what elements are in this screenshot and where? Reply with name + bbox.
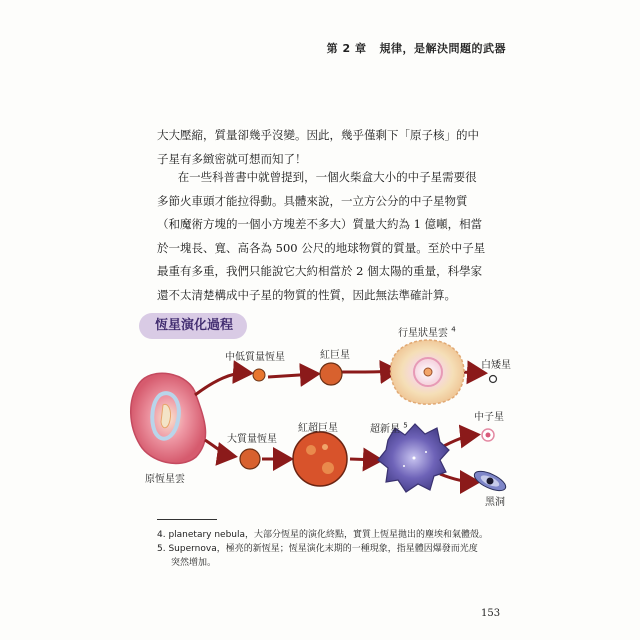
chapter-title: 規律，是解決問題的武器 — [379, 42, 506, 55]
label-massive-star: 大質量恆星 — [227, 434, 277, 445]
label-supernova — [370, 420, 408, 435]
footnote-4: 4. planetary nebula，大部分恆星的演化終點，實質上恆星拋出的塵埃和氣體殼。 — [157, 530, 489, 540]
planetary-nebula-illustration — [391, 340, 464, 404]
arrow-red-giant-to-planetary-nebula — [342, 371, 395, 372]
footnotes — [157, 528, 497, 570]
footnote-ref-4: 4 — [451, 325, 456, 334]
neutron-star-illustration — [482, 429, 494, 441]
footnote-ref-5: 5 — [403, 421, 408, 430]
label-planetary-nebula — [398, 324, 456, 339]
red-supergiant-illustration — [293, 432, 347, 486]
label-low-mass-star: 中低質量恆星 — [225, 352, 285, 363]
label-neutron-star: 中子星 — [474, 412, 504, 423]
label-supernova-text: 超新星 — [370, 424, 400, 435]
white-dwarf-illustration — [490, 376, 497, 383]
protostar-nebula-illustration — [131, 373, 206, 463]
footnote-divider — [157, 519, 217, 520]
arrow-supernova-to-black-hole — [440, 474, 475, 482]
paragraph-1-text: 大大壓縮，質量卻幾乎沒變。因此，幾乎僅剩下「原子核」的中子星有多緻密就可想而知了！ — [157, 128, 479, 166]
label-black-hole: 黑洞 — [485, 497, 505, 508]
arrow-low-mass-to-red-giant — [268, 374, 315, 377]
page-number: 153 — [481, 608, 501, 619]
label-nebula: 原恆星雲 — [145, 474, 185, 485]
label-planetary-nebula-text: 行星狀星雲 — [398, 328, 448, 339]
label-white-dwarf: 白矮星 — [481, 360, 511, 371]
paragraph-2-text: 在一些科普書中就曾提到，一個火柴盒大小的中子星需要很多節火車頭才能拉得動。具體來說，一立方公分的中子星物質（和魔術方塊的一個小方塊差不多大）質量大約為 1 億噸，相當於一塊長、寬、高各為 500 公尺的地球物質的質量。至於中子星最重有多重，我們只能說它大約相當於 2 個太陽的重量，科學家還不太清楚構成中子星的物質的性質，因此無法準確計算。 — [157, 170, 486, 302]
low-mass-star-illustration — [253, 369, 265, 381]
footnote-5: 5. Supernova，極亮的新恆星；恆星演化末期的一種現象，指星體因爆發而光度 — [157, 544, 478, 554]
label-red-supergiant: 紅超巨星 — [298, 423, 338, 434]
arrow-nebula-to-low-mass — [195, 373, 248, 395]
black-hole-illustration — [472, 467, 509, 494]
diagram-title: 恆星演化過程 — [139, 313, 247, 339]
label-red-giant: 紅巨星 — [320, 350, 350, 361]
arrow-red-supergiant-to-supernova — [350, 459, 378, 460]
chapter-number: 第 2 章 — [326, 42, 367, 55]
red-giant-illustration — [320, 363, 342, 385]
footnote-5-continued: 突然增加。 — [171, 558, 217, 568]
massive-star-illustration — [240, 449, 260, 469]
